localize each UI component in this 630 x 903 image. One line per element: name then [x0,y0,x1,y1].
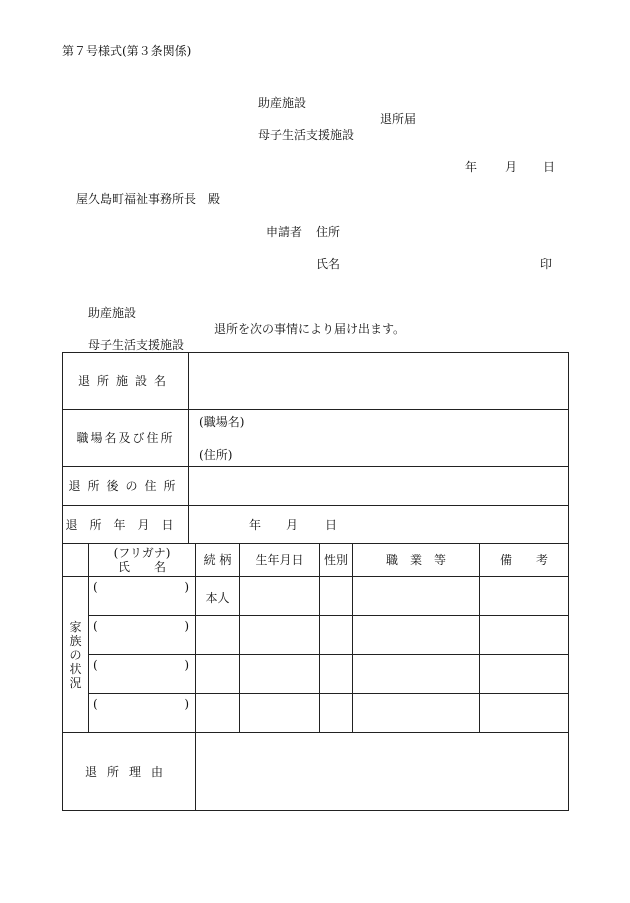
facility-name-label: 退所施設名 [63,353,189,410]
exit-date-field[interactable] [189,506,569,544]
exit-date-month: 月 [286,518,299,532]
family-row-4-sex[interactable] [320,694,353,733]
title-facility-2: 母子生活支援施設 [258,128,355,142]
family-row-3-relation[interactable] [196,655,240,694]
workplace-address-hint: (住所) [199,448,233,462]
family-status-label: 家 族 の 状 況 [63,577,89,733]
reason-label: 退所理由 [63,733,196,811]
workplace-label: 職場名及び住所 [63,410,189,467]
relation-header: 続 柄 [196,544,240,577]
exit-form-table [62,352,569,811]
family-row-3-sex[interactable] [320,655,353,694]
family-row-3-birthdate[interactable] [240,655,320,694]
family-row-4-remarks[interactable] [480,694,569,733]
family-row-2-name[interactable]: ( ) [89,616,196,655]
family-row-4-birthdate[interactable] [240,694,320,733]
family-header-corner [63,544,89,577]
birthdate-header: 生年月日 [240,544,320,577]
addressee: 屋久島町福祉事務所長 殿 [76,192,221,206]
exit-date-day: 日 [325,518,338,532]
family-header-name [89,544,196,577]
family-row-1-relation: 本人 [196,577,240,616]
applicant-address-label: 住所 [316,225,341,239]
family-row-2-occupation[interactable] [353,616,480,655]
title-doc-type: 退所届 [380,112,417,126]
occupation-header: 職 業 等 [353,544,480,577]
furigana-header: (フリガナ) [113,546,171,560]
workplace-field[interactable] [189,410,569,467]
family-row-3-occupation[interactable] [353,655,480,694]
family-row-2-relation[interactable] [196,616,240,655]
applicant-name-label: 氏名 [316,257,341,271]
seal-mark: 印 [540,257,553,271]
family-row-3-remarks[interactable] [480,655,569,694]
family-row-1-occupation[interactable] [353,577,480,616]
name-header: 氏 名 [118,560,167,574]
exit-date-label: 退所年月日 [63,506,189,544]
sex-header: 性別 [320,544,353,577]
family-row-2-sex[interactable] [320,616,353,655]
exit-date-year: 年 [249,518,262,532]
family-row-3-name[interactable]: ( ) [89,655,196,694]
facility-name-field[interactable] [189,353,569,410]
post-address-field[interactable] [189,467,569,506]
family-row-1-remarks[interactable] [480,577,569,616]
workplace-name-hint: (職場名) [199,415,245,429]
family-row-4-occupation[interactable] [353,694,480,733]
family-row-2-remarks[interactable] [480,616,569,655]
date-day-label: 日 [543,160,556,174]
form-number: 第７号様式(第３条関係) [62,44,192,58]
family-row-1-birthdate[interactable] [240,577,320,616]
title-facility-1: 助産施設 [258,96,307,110]
family-row-2-birthdate[interactable] [240,616,320,655]
reason-field[interactable] [196,733,569,811]
family-row-1-sex[interactable] [320,577,353,616]
statement-facility-2: 母子生活支援施設 [88,338,185,352]
statement-text: 退所を次の事情により届け出ます。 [214,322,406,336]
date-year-label: 年 [465,160,478,174]
family-row-1-name[interactable]: ( ) [89,577,196,616]
post-address-label: 退所後の住所 [63,467,189,506]
family-row-4-name[interactable]: ( ) [89,694,196,733]
remarks-header: 備 考 [480,544,569,577]
statement-facility-1: 助産施設 [88,306,137,320]
applicant-label: 申請者 [266,225,303,239]
family-row-4-relation[interactable] [196,694,240,733]
date-month-label: 月 [505,160,518,174]
